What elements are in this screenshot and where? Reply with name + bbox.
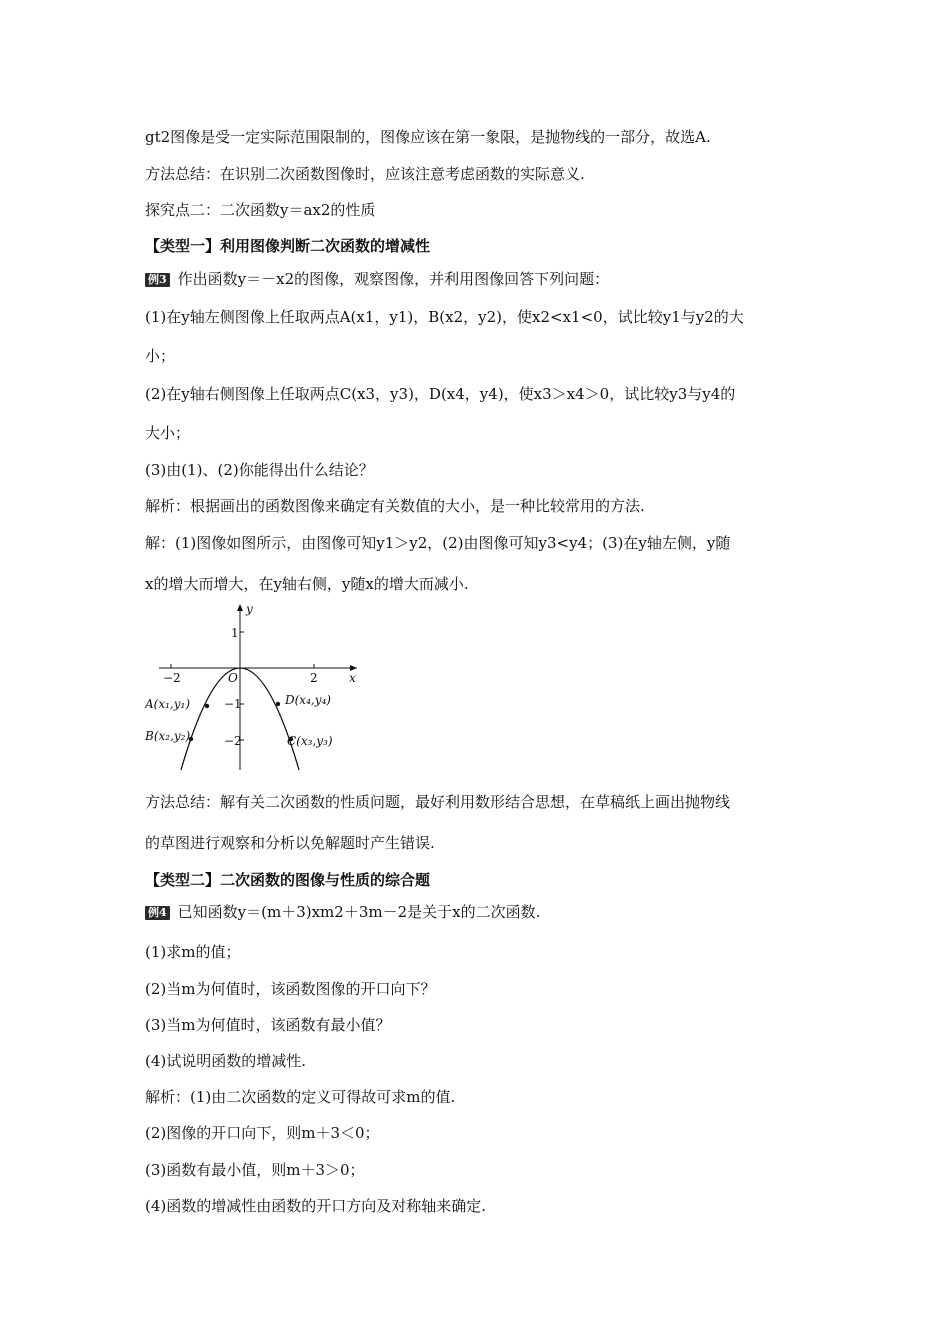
- type-heading-1: 【类型一】利用图像判断二次函数的增减性: [145, 237, 431, 255]
- text-line: (4)函数的增减性由函数的开口方向及对称轴来确定.: [145, 1197, 487, 1215]
- point-D: [276, 702, 280, 706]
- y-axis-arrow-icon: [237, 604, 243, 611]
- point-A-label: A(x₁,y₁): [145, 697, 191, 711]
- point-C-label: C(x₃,y₃): [287, 734, 333, 748]
- tick-label-x-neg2: −2: [163, 671, 181, 685]
- example-4-text: 已知函数y＝(m＋3)xm2＋3m－2是关于x的二次函数.: [177, 903, 541, 921]
- point-A: [205, 704, 209, 708]
- text-line: (1)求m的值；: [145, 943, 241, 961]
- y-axis-label: y: [246, 602, 253, 616]
- text-line: x的增大而增大，在y轴右侧，y随x的增大而减小.: [145, 575, 469, 593]
- text-line: 解析：根据画出的函数图像来确定有关数值的大小，是一种比较常用的方法.: [145, 497, 645, 515]
- text-line: 的草图进行观察和分析以免解题时产生错误.: [145, 834, 435, 852]
- text-line: (4)试说明函数的增减性.: [145, 1052, 307, 1070]
- example-3-prompt: [145, 269, 825, 289]
- origin-label: O: [228, 671, 238, 685]
- tick-label-y-1: 1: [231, 626, 239, 640]
- point-B-label: B(x₂,y₂): [145, 729, 191, 743]
- example-3-text: 作出函数y＝－x2的图像，观察图像，并利用图像回答下列问题：: [177, 270, 610, 288]
- text-line: 大小；: [145, 424, 191, 442]
- text-line: (3)函数有最小值，则m＋3＞0；: [145, 1161, 365, 1179]
- text-line: 解析：(1)由二次函数的定义可得故可求m的值.: [145, 1088, 456, 1106]
- x-axis-label: x: [349, 671, 356, 685]
- text-line: (2)图像的开口向下，则m＋3＜0；: [145, 1124, 380, 1142]
- parabola-figure: [145, 600, 365, 775]
- text-line: (2)在y轴右侧图像上任取两点C(x3，y3)，D(x4，y4)，使x3＞x4＞0，试比较y3与y4的: [145, 385, 736, 403]
- example-3-badge: 例3: [145, 273, 170, 287]
- point-D-label: D(x₄,y₄): [285, 693, 331, 707]
- text-line: (3)当m为何值时，该函数有最小值？: [145, 1016, 391, 1034]
- text-line: 解：(1)图像如图所示，由图像可知y1＞y2，(2)由图像可知y3<y4；(3)在y轴左侧，y随: [145, 534, 731, 552]
- text-line: gt2图像是受一定实际范围限制的，图像应该在第一象限，是抛物线的一部分，故选A.: [145, 128, 711, 146]
- example-4-badge: 例4: [145, 906, 170, 920]
- example-4-prompt: [145, 902, 825, 922]
- text-line: (3)由(1)、(2)你能得出什么结论？: [145, 461, 374, 479]
- text-line: (1)在y轴左侧图像上任取两点A(x1，y1)，B(x2，y2)，使x2<x1<0，试比较y1与y2的大: [145, 308, 744, 326]
- text-line: 小；: [145, 347, 176, 365]
- type-heading-2: 【类型二】二次函数的图像与性质的综合题: [145, 871, 431, 889]
- tick-label-x-2: 2: [310, 671, 318, 685]
- tick-label-y-neg2: −2: [224, 734, 242, 748]
- text-line: 方法总结：解有关二次函数的性质问题，最好利用数形结合思想，在草稿纸上画出抛物线: [145, 793, 731, 811]
- text-line: 方法总结：在识别二次函数图像时，应该注意考虑函数的实际意义.: [145, 165, 585, 183]
- tick-label-y-neg1: −1: [224, 697, 242, 711]
- section-heading: 探究点二：二次函数y＝ax2的性质: [145, 201, 376, 219]
- text-line: (2)当m为何值时，该函数图像的开口向下？: [145, 980, 436, 998]
